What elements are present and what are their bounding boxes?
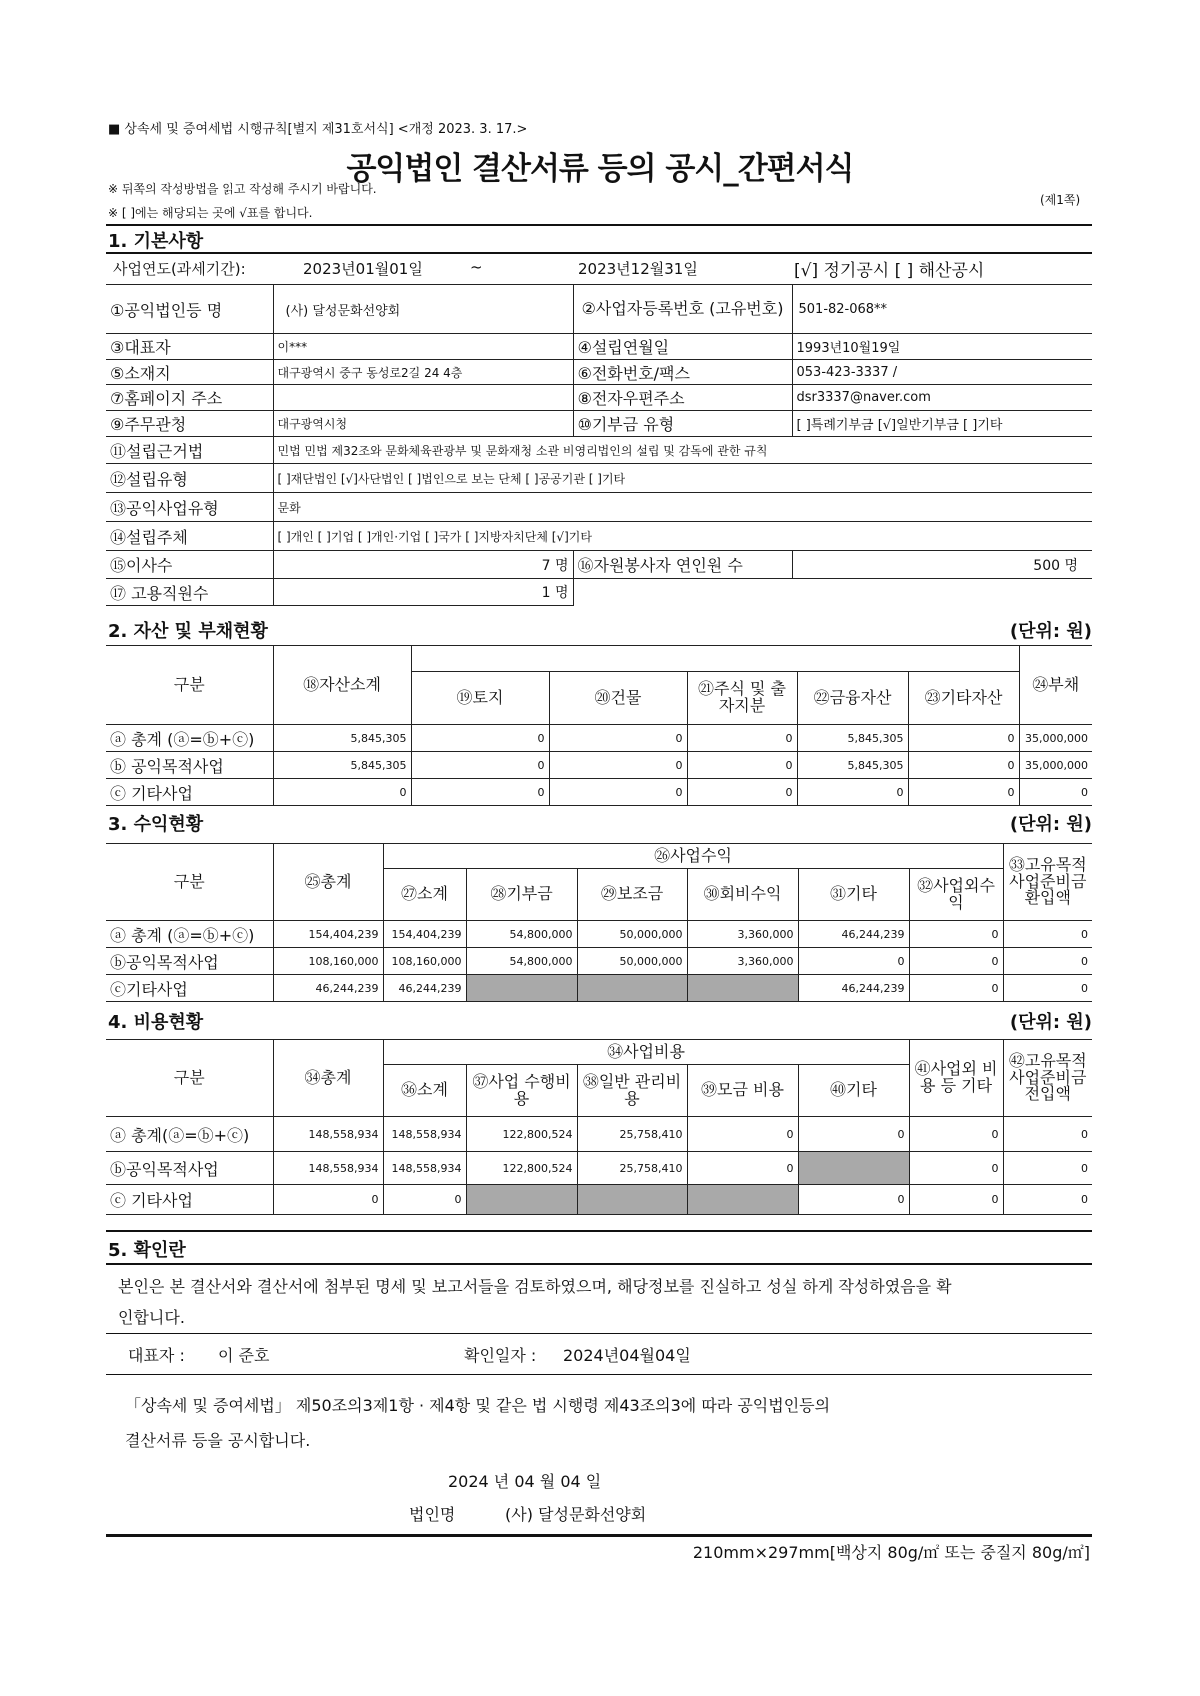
cell-admin: 25,758,410 <box>577 1152 687 1185</box>
cell-building: 0 <box>549 752 687 779</box>
assets-header-stock: ㉑주식 및 출자지분 <box>687 672 797 725</box>
fiscal-period-separator: ~ <box>470 258 483 276</box>
representative-sign-label: 대표자 : <box>128 1346 185 1365</box>
founding-type-value: [ ]재단법인 [√]사단법인 [ ]법인으로 보는 단체 [ ]공공기관 [ ]기타 <box>273 464 1092 493</box>
cell-total: 46,244,239 <box>273 975 383 1002</box>
representative-sign-name: 이 준호 <box>218 1346 270 1365</box>
assets-table <box>106 645 1092 806</box>
revenue-table <box>106 843 1092 1002</box>
expense-header-execution: ㊲사업 수행비용 <box>466 1065 577 1117</box>
row-label: ⓒ 기타사업 <box>106 779 273 806</box>
cell-total: 108,160,000 <box>273 948 383 975</box>
assets-unit: (단위: 원) <box>1009 621 1092 642</box>
cell-land: 0 <box>411 779 549 806</box>
instruction-note: ※ 뒤쪽의 작성방법을 읽고 작성해 주시기 바랍니다. <box>108 182 377 196</box>
form-title: 공익법인 결산서류 등의 공시_간편서식 <box>346 151 854 187</box>
cell-donation: 54,800,000 <box>466 921 577 948</box>
cell-debt: 35,000,000 <box>1019 725 1092 752</box>
corp-name-label-footer: 법인명 <box>409 1505 456 1524</box>
expense-header-business: ㉞사업비용 <box>383 1040 909 1065</box>
shaded-cell <box>798 1152 909 1185</box>
cell-etc: 46,244,239 <box>798 921 909 948</box>
founder-value: [ ]개인 [ ]기업 [ ]개인·기업 [ ]국가 [ ]지방자치단체 [√]기타 <box>273 522 1092 551</box>
checkbox-note: ※ [ ]에는 해당되는 곳에 √표를 합니다. <box>108 206 313 220</box>
cell-nonbusiness: 0 <box>909 948 1003 975</box>
representative-value: 이*** <box>273 334 573 360</box>
table-row <box>106 948 1092 975</box>
founding-type-label: ⑫설립유형 <box>106 464 273 493</box>
cell-total: 148,558,934 <box>273 1152 383 1185</box>
section-revenue-heading: 3. 수익현황 <box>108 814 204 835</box>
cell-execution: 122,800,524 <box>466 1152 577 1185</box>
revenue-unit: (단위: 원) <box>1009 814 1092 835</box>
cell-building: 0 <box>549 725 687 752</box>
founding-law-value: 민법 민법 제32조와 문화체육관광부 및 문화재청 소관 비영리법인의 설립 및 감독에 관한 규칙 <box>273 437 1092 464</box>
donation-type-label: ⑩기부금 유형 <box>573 411 792 437</box>
cell-reserve: 0 <box>1003 948 1092 975</box>
table-row <box>106 752 1092 779</box>
cell-subtotal: 0 <box>383 1185 466 1215</box>
confirmation-date-label: 확인일자 : <box>464 1346 537 1365</box>
cell-stock: 0 <box>687 752 797 779</box>
section-rule <box>106 1374 1092 1375</box>
founding-date-label: ④설립연월일 <box>573 334 792 360</box>
cell-asset-subtotal: 5,845,305 <box>273 752 411 779</box>
phone-fax-value: 053-423-3337 / <box>792 360 1092 385</box>
cell-stock: 0 <box>687 725 797 752</box>
legal-notice-line2: 결산서류 등을 공시합니다. <box>125 1431 311 1450</box>
empty-cell <box>573 579 792 606</box>
cell-reserve: 0 <box>1003 975 1092 1002</box>
cell-nonbusiness: 0 <box>909 921 1003 948</box>
shaded-cell <box>577 1185 687 1215</box>
cell-financial: 5,845,305 <box>797 752 908 779</box>
address-value: 대구광역시 중구 동성로2길 24 4층 <box>273 360 573 385</box>
section-rule <box>106 224 1092 226</box>
expense-header-etc: ㊵기타 <box>798 1065 909 1117</box>
cell-other-assets: 0 <box>908 779 1019 806</box>
homepage-value <box>273 385 573 411</box>
table-row <box>106 1117 1092 1152</box>
assets-header-building: ⑳건물 <box>549 672 687 725</box>
cell-subtotal: 108,160,000 <box>383 948 466 975</box>
page-number: (제1쪽) <box>1040 193 1081 207</box>
business-type-label: ⑬공익사업유형 <box>106 493 273 522</box>
cell-fee: 3,360,000 <box>687 948 798 975</box>
expense-header-reserve: ㊷고유목적사업준비금전입액 <box>1003 1040 1092 1117</box>
cell-fee: 3,360,000 <box>687 921 798 948</box>
cell-reserve: 0 <box>1003 1185 1092 1215</box>
cell-nonbusiness: 0 <box>909 1117 1003 1152</box>
cell-debt: 0 <box>1019 779 1092 806</box>
homepage-label: ⑦홈페이지 주소 <box>106 385 273 411</box>
assets-header-group <box>411 646 1019 672</box>
cell-land: 0 <box>411 725 549 752</box>
employees-value: 1 명 <box>273 579 573 606</box>
cell-debt: 35,000,000 <box>1019 752 1092 779</box>
donation-type-value: [ ]특례기부금 [√]일반기부금 [ ]기타 <box>792 411 1092 437</box>
cell-fundraising: 0 <box>687 1117 798 1152</box>
business-type-value: 문화 <box>273 493 1092 522</box>
cell-subsidy: 50,000,000 <box>577 921 687 948</box>
cell-nonbusiness: 0 <box>909 1185 1003 1215</box>
cell-total: 148,558,934 <box>273 1117 383 1152</box>
founding-law-label: ⑪설립근거법 <box>106 437 273 464</box>
table-row <box>106 975 1092 1002</box>
cell-asset-subtotal: 0 <box>273 779 411 806</box>
cell-other-assets: 0 <box>908 752 1019 779</box>
cell-financial: 0 <box>797 779 908 806</box>
paper-spec: 210mm×297mm[백상지 80g/㎡ 또는 중질지 80g/㎡] <box>692 1543 1090 1562</box>
cell-subsidy: 50,000,000 <box>577 948 687 975</box>
cell-total: 154,404,239 <box>273 921 383 948</box>
section-rule <box>106 1230 1092 1232</box>
expense-header-admin: ㊳일반 관리비용 <box>577 1065 687 1117</box>
cell-admin: 25,758,410 <box>577 1117 687 1152</box>
address-label: ⑤소재지 <box>106 360 273 385</box>
revenue-header-nonbusiness: ㉜사업외수익 <box>909 869 1003 921</box>
table-row <box>106 779 1092 806</box>
revenue-header-fee: ㉚회비수익 <box>687 869 798 921</box>
table-row <box>106 921 1092 948</box>
section-rule <box>106 252 1092 254</box>
expense-header-fundraising: ㊴모금 비용 <box>687 1065 798 1117</box>
cell-nonbusiness: 0 <box>909 975 1003 1002</box>
cell-reserve: 0 <box>1003 921 1092 948</box>
table-row <box>106 1185 1092 1215</box>
row-label: ⓐ 총계(ⓐ=ⓑ+ⓒ) <box>106 1117 273 1152</box>
corp-name-label: ①공익법인등 명 <box>106 285 273 334</box>
assets-header-debt: ㉔부채 <box>1019 646 1092 725</box>
revenue-header-subsidy: ㉙보조금 <box>577 869 687 921</box>
cell-reserve: 0 <box>1003 1117 1092 1152</box>
biz-reg-number-label: ②사업자등록번호 (고유번호) <box>573 285 792 334</box>
employees-label: ⑰ 고용직원수 <box>106 579 273 606</box>
competent-authority-label: ⑨주무관청 <box>106 411 273 437</box>
cell-donation: 54,800,000 <box>466 948 577 975</box>
section-expense-heading: 4. 비용현황 <box>108 1012 204 1033</box>
table-row <box>106 725 1092 752</box>
disclosure-type: [√] 정기공시 [ ] 해산공시 <box>794 261 985 281</box>
cell-etc: 46,244,239 <box>798 975 909 1002</box>
regulation-reference: ■ 상속세 및 증여세법 시행규칙[별지 제31호서식] <개정 2023. 3. 17.> <box>108 122 528 137</box>
volunteers-value: 500 명 <box>792 551 1092 579</box>
shaded-cell <box>466 975 577 1002</box>
shaded-cell <box>687 975 798 1002</box>
cell-etc: 0 <box>798 948 909 975</box>
expense-header-subtotal: ㊱소계 <box>383 1065 466 1117</box>
expense-header-division: 구분 <box>106 1040 273 1117</box>
legal-notice-line1: 「상속세 및 증여세법」 제50조의3제1항 · 제4항 및 같은 법 시행령 제43조의3에 따라 공익법인등의 <box>125 1396 831 1415</box>
fiscal-period-label: 사업연도(과세기간): <box>113 260 246 278</box>
basic-info-table <box>106 284 1092 606</box>
cell-asset-subtotal: 5,845,305 <box>273 725 411 752</box>
cell-etc: 0 <box>798 1117 909 1152</box>
notice-date: 2024 년 04 월 04 일 <box>448 1472 602 1491</box>
expense-header-nonbusiness: ㊶사업외 비용 등 기타 <box>909 1040 1003 1117</box>
expense-unit: (단위: 원) <box>1009 1012 1092 1033</box>
cell-building: 0 <box>549 779 687 806</box>
representative-label: ③대표자 <box>106 334 273 360</box>
shaded-cell <box>687 1185 798 1215</box>
section-confirm-heading: 5. 확인란 <box>108 1240 186 1261</box>
email-label: ⑧전자우편주소 <box>573 385 792 411</box>
fiscal-period-start: 2023년01월01일 <box>303 260 423 278</box>
cell-financial: 5,845,305 <box>797 725 908 752</box>
revenue-header-division: 구분 <box>106 844 273 921</box>
founding-date-value: 1993년10월19일 <box>792 334 1092 360</box>
volunteers-label: ⑯자원봉사자 연인원 수 <box>573 551 792 579</box>
assets-header-division: 구분 <box>106 646 273 725</box>
directors-value: 7 명 <box>273 551 573 579</box>
cell-reserve: 0 <box>1003 1152 1092 1185</box>
cell-fundraising: 0 <box>687 1152 798 1185</box>
section-rule <box>106 1333 1092 1334</box>
cell-subtotal: 148,558,934 <box>383 1152 466 1185</box>
phone-fax-label: ⑥전화번호/팩스 <box>573 360 792 385</box>
biz-reg-number-value: 501-82-068** <box>792 285 1092 334</box>
cell-total: 0 <box>273 1185 383 1215</box>
row-label: ⓐ 총계 (ⓐ=ⓑ+ⓒ) <box>106 725 273 752</box>
corp-name-value: (사) 달성문화선양회 <box>273 285 573 334</box>
cell-subtotal: 46,244,239 <box>383 975 466 1002</box>
email-value: dsr3337@naver.com <box>792 385 1092 411</box>
row-label: ⓑ 공익목적사업 <box>106 752 273 779</box>
confirmation-date-value: 2024년04월04일 <box>563 1346 691 1365</box>
cell-land: 0 <box>411 752 549 779</box>
confirmation-statement-line1: 본인은 본 결산서와 결산서에 첨부된 명세 및 보고서들을 검토하였으며, 해당정보를 진실하고 성실 하게 작성하였음을 확 <box>118 1277 952 1296</box>
table-row <box>106 1152 1092 1185</box>
revenue-header-business: ㉖사업수익 <box>383 844 1003 869</box>
revenue-header-reserve: ㉝고유목적사업준비금환입액 <box>1003 844 1092 921</box>
confirmation-statement-line2: 인합니다. <box>118 1308 185 1327</box>
cell-subtotal: 154,404,239 <box>383 921 466 948</box>
shaded-cell <box>577 975 687 1002</box>
row-label: ⓒ기타사업 <box>106 975 273 1002</box>
revenue-header-donation: ㉘기부금 <box>466 869 577 921</box>
assets-header-subtotal: ⑱자산소계 <box>273 646 411 725</box>
shaded-cell <box>466 1185 577 1215</box>
section-basic-heading: 1. 기본사항 <box>108 231 204 252</box>
expense-header-total: ㉞총계 <box>273 1040 383 1117</box>
row-label: ⓑ공익목적사업 <box>106 1152 273 1185</box>
cell-execution: 122,800,524 <box>466 1117 577 1152</box>
expense-table <box>106 1039 1092 1215</box>
directors-label: ⑮이사수 <box>106 551 273 579</box>
revenue-header-total: ㉕총계 <box>273 844 383 921</box>
revenue-header-subtotal: ㉗소계 <box>383 869 466 921</box>
empty-cell <box>792 579 1092 606</box>
footer-rule <box>106 1534 1092 1537</box>
corp-name-footer: (사) 달성문화선양회 <box>505 1505 647 1524</box>
founder-label: ⑭설립주체 <box>106 522 273 551</box>
cell-stock: 0 <box>687 779 797 806</box>
fiscal-period-end: 2023년12월31일 <box>578 260 698 278</box>
assets-header-land: ⑲토지 <box>411 672 549 725</box>
revenue-header-etc: ㉛기타 <box>798 869 909 921</box>
row-label: ⓑ공익목적사업 <box>106 948 273 975</box>
section-rule <box>106 1263 1092 1265</box>
cell-etc: 0 <box>798 1185 909 1215</box>
section-assets-heading: 2. 자산 및 부채현황 <box>108 621 268 642</box>
row-label: ⓐ 총계 (ⓐ=ⓑ+ⓒ) <box>106 921 273 948</box>
cell-nonbusiness: 0 <box>909 1152 1003 1185</box>
row-label: ⓒ 기타사업 <box>106 1185 273 1215</box>
cell-other-assets: 0 <box>908 725 1019 752</box>
cell-subtotal: 148,558,934 <box>383 1117 466 1152</box>
assets-header-financial: ㉒금융자산 <box>797 672 908 725</box>
assets-header-other: ㉓기타자산 <box>908 672 1019 725</box>
competent-authority-value: 대구광역시청 <box>273 411 573 437</box>
